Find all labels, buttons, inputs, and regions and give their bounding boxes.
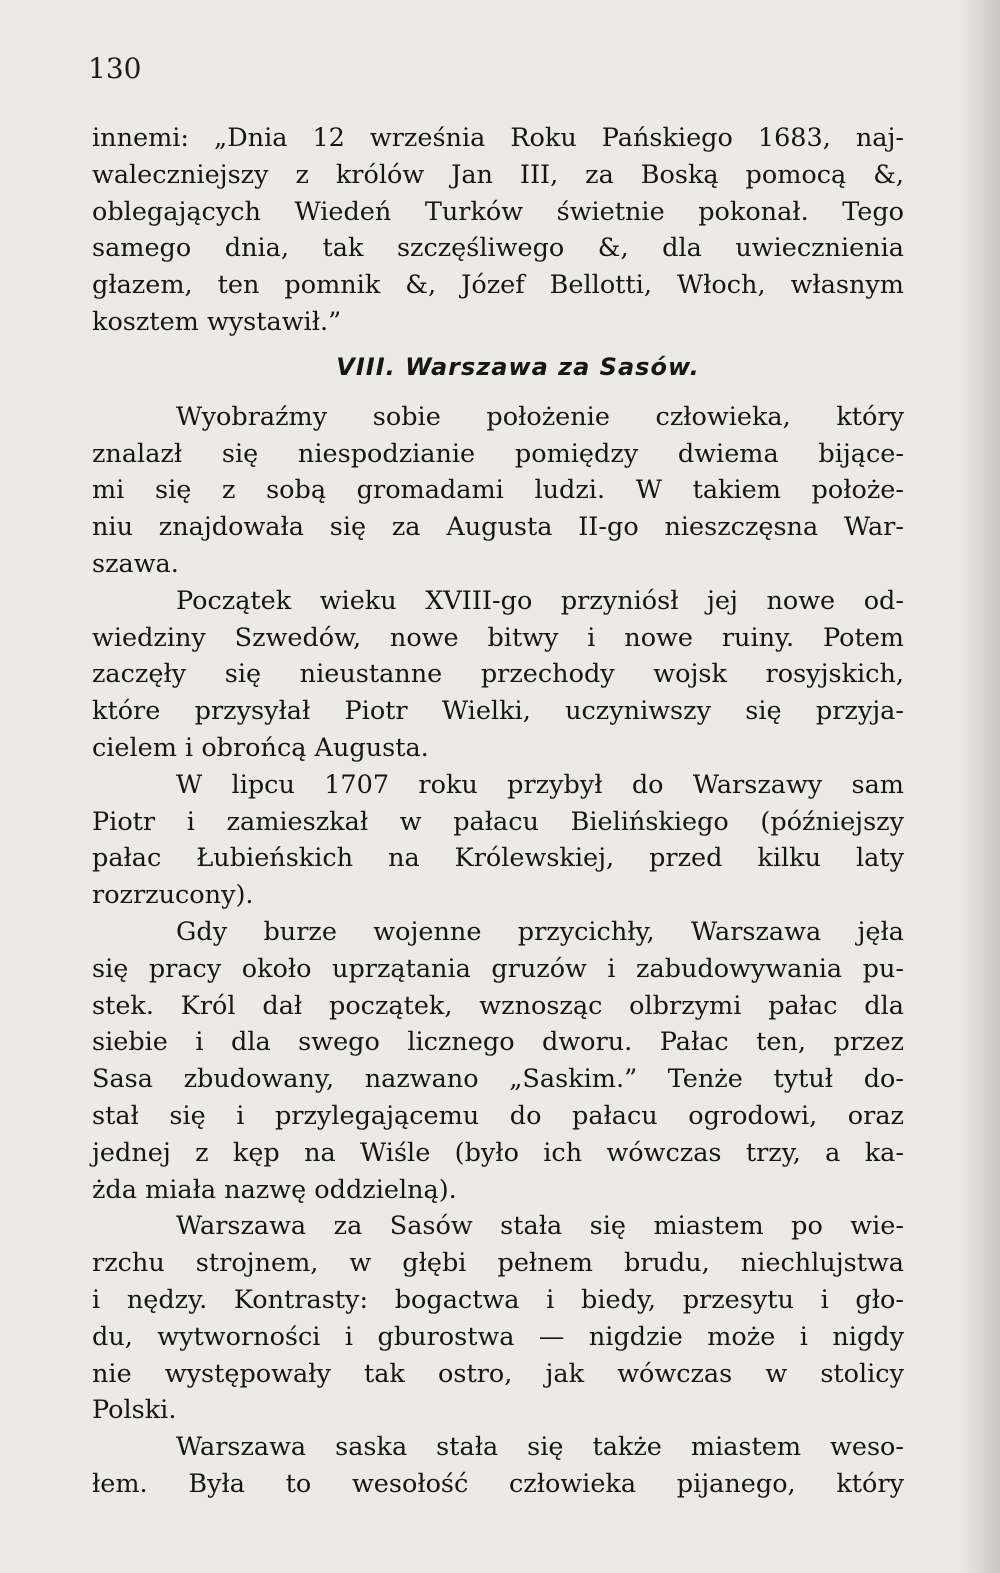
- text-line: zaczęły się nieustanne przechody wojsk rosyjskich,: [92, 659, 904, 690]
- text-line: Wyobraźmy sobie położenie człowieka, który: [176, 401, 904, 432]
- text-line: Warszawa za Sasów stała się miastem po wie-: [176, 1211, 904, 1242]
- text-line: Warszawa saska stała się także miastem weso-: [176, 1432, 904, 1463]
- text-line: niu znajdowała się za Augusta II-go nieszczęsna War-: [92, 512, 904, 543]
- body-text: [92, 120, 904, 1503]
- text-line: wiedziny Szwedów, nowe bitwy i nowe ruiny. Potem: [92, 622, 904, 653]
- text-line: szawa.: [92, 548, 179, 579]
- text-line: znalazł się niespodzianie pomiędzy dwiema bijące-: [92, 438, 904, 469]
- page-edge-shadow: [960, 0, 1000, 1573]
- text-line: rozrzucony).: [92, 880, 254, 911]
- text-line: stek. Król dał początek, wznosząc olbrzymi pałac dla: [92, 990, 904, 1021]
- text-line: kosztem wystawił.”: [92, 306, 342, 337]
- page-number: 130: [88, 52, 142, 85]
- text-line: Sasa zbudowany, nazwano „Saskim.” Tenże tytuł do-: [92, 1064, 904, 1095]
- text-line: nie występowały tak ostro, jak wówczas w stolicy: [92, 1358, 904, 1389]
- text-line: Gdy burze wojenne przycichły, Warszawa jęła: [176, 916, 904, 947]
- text-line: mi się z sobą gromadami ludzi. W takiem położe-: [92, 475, 904, 506]
- chapter-heading: VIII. Warszawa za Sasów.: [336, 352, 700, 381]
- text-line: Początek wieku XVIII-go przyniósł jej nowe od-: [176, 585, 904, 616]
- paragraph-quote-ending: [92, 120, 904, 341]
- text-line: stał się i przylegającemu do pałacu ogrodowi, oraz: [92, 1100, 904, 1131]
- text-line: głazem, ten pomnik &, Józef Bellotti, Włoch, własnym: [92, 270, 904, 301]
- text-line: cielem i obrońcą Augusta.: [92, 732, 429, 763]
- text-line: pałac Łubieńskich na Królewskiej, przed kilku laty: [92, 843, 904, 874]
- text-line: oblegających Wiedeń Turków świetnie pokonał. Tego: [92, 196, 904, 227]
- chapter-body: [92, 399, 904, 1503]
- text-line: innemi: „Dnia 12 września Roku Pańskiego 1683, naj-: [92, 123, 904, 153]
- text-line: i nędzy. Kontrasty: bogactwa i biedy, przesytu i gło-: [92, 1284, 904, 1315]
- text-line: się pracy około uprzątania gruzów i zabudowywania pu-: [92, 953, 904, 984]
- text-line: jednej z kęp na Wiśle (było ich wówczas trzy, a ka-: [92, 1137, 904, 1168]
- text-line: łem. Była to wesołość człowieka pijanego, który: [92, 1468, 904, 1499]
- text-line: samego dnia, tak szczęśliwego &, dla uwiecznienia: [92, 233, 904, 264]
- text-line: Piotr i zamieszkał w pałacu Bielińskiego (późniejszy: [92, 806, 904, 837]
- text-line: które przysyłał Piotr Wielki, uczyniwszy się przyja-: [92, 696, 904, 727]
- text-line: Polski.: [92, 1395, 177, 1426]
- text-line: du, wytworności i gburostwa — nigdzie może i nigdy: [92, 1321, 904, 1352]
- text-line: siebie i dla swego licznego dworu. Pałac ten, przez: [92, 1027, 904, 1058]
- text-line: żda miała nazwę oddzielną).: [92, 1174, 457, 1205]
- text-line: waleczniejszy z królów Jan III, za Boską pomocą &,: [92, 159, 904, 190]
- text-line: rzchu strojnem, w głębi pełnem brudu, niechlujstwa: [92, 1248, 904, 1279]
- text-line: W lipcu 1707 roku przybył do Warszawy sam: [176, 769, 904, 800]
